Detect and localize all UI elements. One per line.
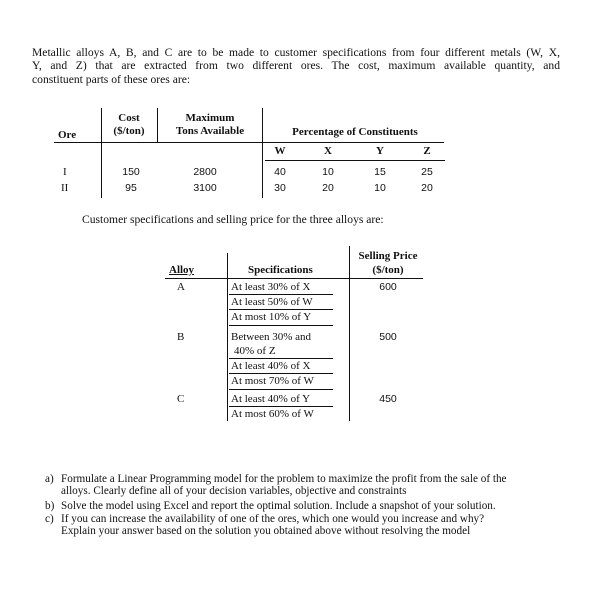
intro-line: Y, and Z) that are extracted from two different ores. The cost, maximum available quantity, and <box>32 59 560 73</box>
x-cell: 20 <box>322 182 334 194</box>
spec-line: Between 30% and <box>231 331 312 343</box>
x-cell: 10 <box>322 166 334 178</box>
spec-line: At least 50% of W <box>231 296 313 308</box>
ore-cell: II <box>61 182 69 194</box>
spec-line: At most 10% of Y <box>231 311 312 323</box>
alloy-col-divider <box>227 253 228 421</box>
spec-col-divider <box>349 246 350 421</box>
question-a <box>45 473 507 498</box>
y-cell: 10 <box>374 182 386 194</box>
max-header-2: Tons Available <box>175 125 245 137</box>
max-col-divider <box>262 108 263 198</box>
spec-rule <box>229 294 333 295</box>
spec-rule <box>229 373 333 374</box>
intro-line: constituent parts of these ores are: <box>32 72 191 86</box>
spec-line: At least 40% of X <box>231 360 311 372</box>
question-text: Solve the model using Excel and report the optimal solution. Include a snapshot of your solution. <box>61 500 496 512</box>
alloy-cell: A <box>177 281 185 293</box>
w-cell: 30 <box>274 182 286 194</box>
question-text: alloys. Clearly define all of your decision variables, objective and constraints <box>61 485 407 498</box>
spec-rule <box>229 406 333 407</box>
ore-cell: I <box>63 166 67 178</box>
spec-rule <box>229 389 333 390</box>
cost-col-divider <box>157 108 158 142</box>
price-header-1: Selling Price <box>358 250 418 262</box>
max-cell: 2800 <box>193 166 217 178</box>
ore-subheader-rule <box>265 160 445 161</box>
intro-line: Metallic alloys A, B, and C are to be made to customer specifications from four different metals (W, X, <box>32 46 560 59</box>
ore-header: Ore <box>58 129 77 141</box>
question-c <box>45 513 484 538</box>
w-cell: 40 <box>274 166 286 178</box>
question-text: Explain your answer based on the solution you obtained above without resolving the model <box>61 525 471 538</box>
question-label: a) <box>45 473 54 485</box>
col-z-header: Z <box>423 145 431 157</box>
spec-line: At most 60% of W <box>231 408 314 420</box>
question-b <box>45 500 496 512</box>
price-cell: 450 <box>379 393 397 405</box>
spec-line: 40% of Z <box>234 345 276 357</box>
max-cell: 3100 <box>193 182 217 194</box>
alloy-header: Alloy <box>169 264 195 276</box>
z-cell: 25 <box>421 166 433 178</box>
cost-cell: 150 <box>122 166 140 178</box>
cost-cell: 95 <box>125 182 137 194</box>
alloy-cell: B <box>177 331 185 343</box>
z-cell: 20 <box>421 182 433 194</box>
alloy-cell: C <box>177 393 185 405</box>
question-label: c) <box>45 513 54 525</box>
customer-spec-line: Customer specifications and selling price for the three alloys are: <box>82 213 384 226</box>
question-text: Formulate a Linear Programming model for the problem to maximize the profit from the sale of the <box>61 473 507 485</box>
y-cell: 15 <box>374 166 386 178</box>
pct-header: Percentage of Constituents <box>292 126 418 138</box>
col-w-header: W <box>274 145 286 157</box>
spec-line: At most 70% of W <box>231 375 314 387</box>
spec-rule <box>229 309 333 310</box>
spec-line: At least 40% of Y <box>231 393 311 405</box>
price-header-2: ($/ton) <box>372 264 404 276</box>
intro-paragraph <box>32 46 560 86</box>
spec-header: Specifications <box>248 264 313 276</box>
cost-header-2: ($/ton) <box>113 125 145 137</box>
col-y-header: Y <box>376 145 384 157</box>
max-header-1: Maximum <box>185 112 235 124</box>
price-cell: 500 <box>379 331 397 343</box>
question-text: If you can increase the availability of one of the ores, which one would you increase and why? <box>61 513 485 525</box>
spec-rule <box>229 325 333 326</box>
price-cell: 600 <box>379 281 397 293</box>
ore-header-rule <box>54 142 444 143</box>
cost-header-1: Cost <box>118 112 140 124</box>
ore-col-divider <box>101 108 102 198</box>
spec-line: At least 30% of X <box>231 281 311 293</box>
spec-rule <box>229 358 333 359</box>
question-label: b) <box>45 500 55 512</box>
alloy-header-rule <box>165 278 423 279</box>
col-x-header: X <box>324 145 332 157</box>
